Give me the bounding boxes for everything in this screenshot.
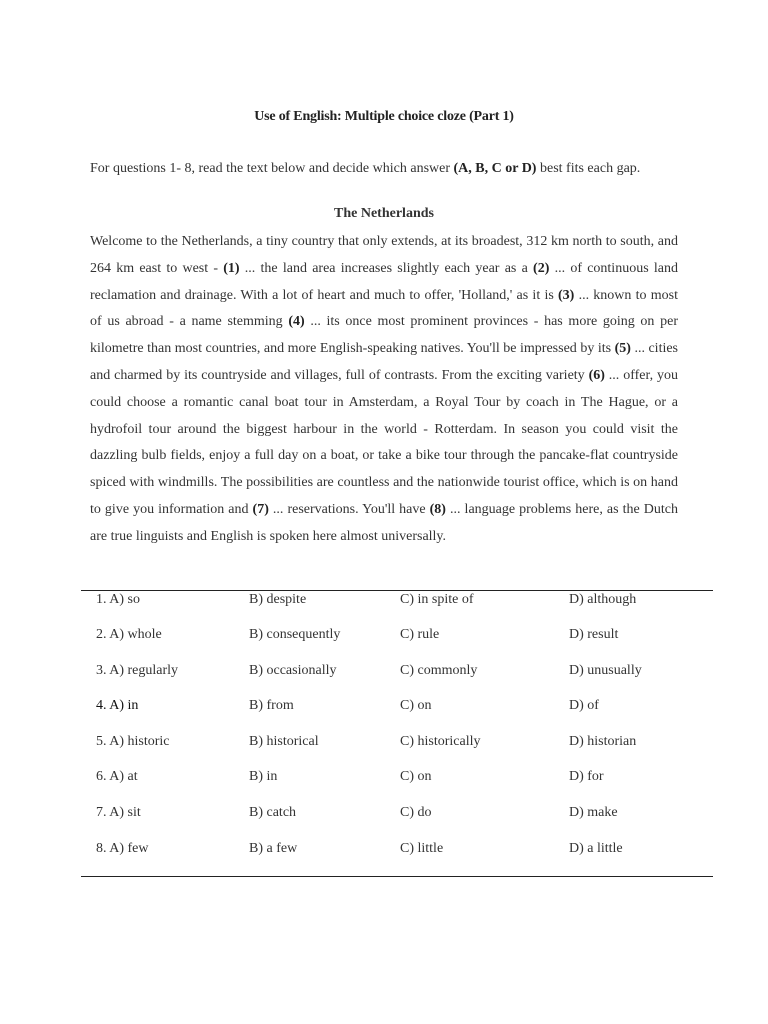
question-row-3 [0,663,768,687]
table-bottom-rule [81,876,713,877]
option-c: C) on [400,698,432,713]
passage-segment: ... its once most prominent provinces - has more going on per kilometre than most countries, and more English-speaking natives. You'll be impressed by its [90,314,678,357]
option-c: C) rule [400,627,440,642]
option-a: 5. A) historic [96,734,170,749]
passage-title: The Netherlands [334,206,434,221]
option-d: D) although [569,592,637,607]
option-a: 7. A) sit [96,805,141,820]
option-c: C) little [400,841,444,856]
question-row-5 [0,734,768,758]
instructions-answer-options: (A, B, C or D) [453,161,537,176]
table-top-rule [81,590,713,591]
gap-marker-2: (2) [533,260,550,276]
document-title: Use of English: Multiple choice cloze (Part 1) [254,109,514,124]
option-b: B) consequently [249,627,341,642]
option-d: D) of [569,698,599,713]
gap-marker-1: (1) [223,260,240,276]
option-a: 6. A) at [96,769,138,784]
passage-segment: ... language problems here, as the Dutch are true linguists and English is spoken here almost universally. [90,501,678,544]
option-d: D) unusually [569,663,642,678]
passage-text [90,229,678,551]
gap-marker-6: (6) [588,367,605,383]
option-a: 8. A) few [96,841,149,856]
option-d: D) make [569,805,618,820]
gap-marker-5: (5) [614,341,631,357]
question-row-4 [0,698,768,722]
passage-segment: Welcome to the Netherlands, a tiny country that only extends, at its broadest, 312 km north to south, and 264 km east to west - [90,234,678,276]
option-b: B) occasionally [249,663,337,678]
question-row-1 [0,592,768,616]
option-d: D) result [569,627,619,642]
question-row-7 [0,805,768,829]
gap-marker-4: (4) [288,314,305,330]
gap-marker-8: (8) [429,501,446,517]
question-row-6 [0,769,768,793]
option-b: B) a few [249,841,298,856]
question-row-2 [0,627,768,651]
instructions [90,160,680,178]
option-b: B) from [249,698,294,713]
option-d: D) historian [569,734,637,749]
option-d: D) for [569,769,604,784]
option-a: 3. A) regularly [96,663,179,678]
option-c: C) in spite of [400,592,474,607]
option-b: B) catch [249,805,297,820]
passage-segment: ... cities and charmed by its countryside and villages, full of contrasts. From the exciting variety [90,341,679,383]
option-b: B) despite [249,592,307,607]
option-b: B) in [249,769,278,784]
passage-segment: ... of continuous land reclamation and drainage. With a lot of heart and much to offer, 'Holland,' as it is [90,260,678,303]
option-c: C) historically [400,734,481,749]
passage-segment: ... reservations. You'll have [268,501,430,517]
instructions-text-2: best fits each gap. [536,161,641,176]
option-b: B) historical [249,734,319,749]
gap-marker-3: (3) [558,287,575,303]
option-c: C) on [400,769,432,784]
option-a: 4. A) in [96,698,139,713]
passage-segment: ... the land area increases slightly each year as a [239,260,534,276]
instructions-text-1: For questions 1- 8, read the text below and decide which answer [90,161,454,176]
gap-marker-7: (7) [252,501,269,517]
option-d: D) a little [569,841,623,856]
option-c: C) commonly [400,663,478,678]
passage-segment: ... known to most of us abroad - a name stemming [90,287,678,330]
question-row-8 [0,841,768,865]
passage-segment: ... offer, you could choose a romantic canal boat tour in Amsterdam, a Royal Tour by coach in The Hague, or a hydrofoil tour around the biggest harbour in the world - Rotterdam. In season you could visit the dazzling bulb fields, enjoy a full day on a boat, or take a bike tour through the pancake-flat countryside spiced with windmills. The possibilities are countless and the nationwide tourist office, which is on hand to give you information and [90,367,678,517]
option-c: C) do [400,805,432,820]
option-a: 2. A) whole [96,627,162,642]
option-a: 1. A) so [96,592,140,607]
